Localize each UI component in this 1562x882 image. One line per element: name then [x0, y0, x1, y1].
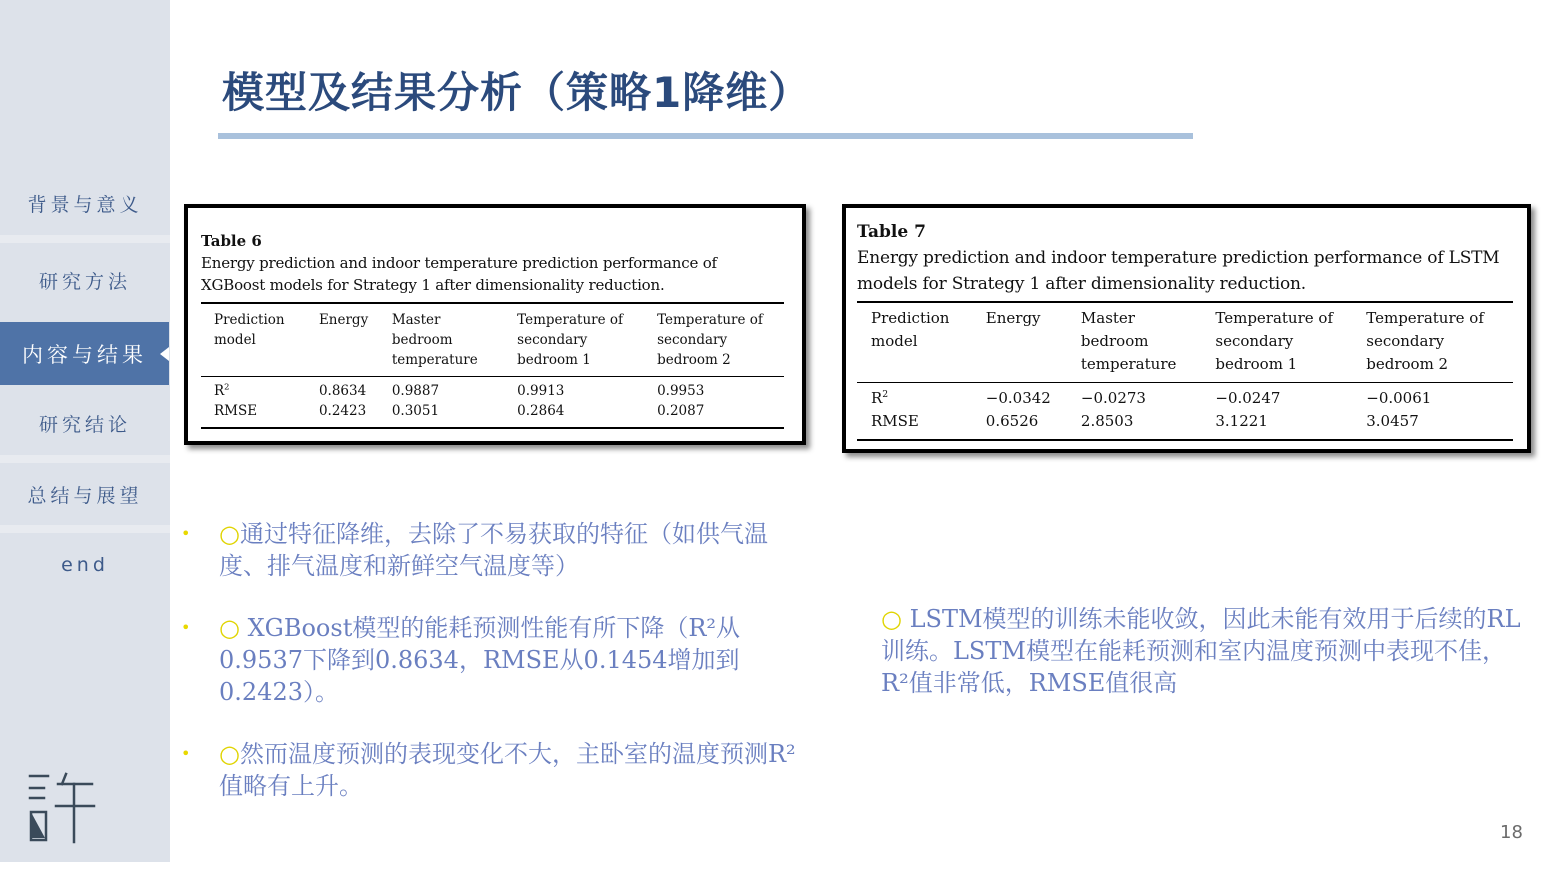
table6-label: Table 6 — [201, 232, 262, 250]
table-cell: RMSE — [214, 403, 258, 419]
bullet-lstm — [881, 603, 1521, 699]
table-cell: 0.9953 — [657, 383, 705, 399]
nav-label: 研究结论 — [38, 413, 131, 436]
nav-label: 内容与结果 — [22, 342, 147, 367]
table-cell: $R^2$ — [214, 381, 230, 399]
table-header: Temperature of secondary bedroom 2 — [657, 312, 763, 368]
nav-item-background[interactable] — [0, 171, 170, 235]
table-cell: 0.2087 — [657, 403, 705, 419]
table-cell: 3.0457 — [1366, 412, 1419, 430]
nav-label: 背景与意义 — [27, 193, 143, 216]
nav-label: 研究方法 — [38, 271, 131, 293]
nav-item-summary[interactable] — [0, 463, 170, 525]
table-header: Master bedroom temperature — [1080, 309, 1177, 373]
bullet-dot-icon: • — [181, 744, 191, 763]
nav-divider — [0, 235, 170, 243]
table-header: Temperature of secondary bedroom 1 — [517, 312, 624, 368]
sidebar — [0, 0, 170, 862]
table-row — [857, 383, 1513, 411]
table-header: Prediction model — [871, 309, 950, 350]
table-header: Prediction model — [214, 312, 285, 348]
circle-icon: ○ — [219, 740, 240, 768]
table-cell: 0.2423 — [318, 403, 367, 419]
table-row — [857, 410, 1513, 440]
active-caret-icon — [160, 347, 169, 361]
table-cell: −0.0342 — [985, 389, 1051, 407]
logo-icon — [26, 770, 96, 844]
table-header: Master bedroom temperature — [391, 312, 478, 368]
table-cell: RMSE — [871, 412, 919, 430]
bullet-temperature-prediction — [181, 738, 799, 802]
table-cell: −0.0247 — [1215, 389, 1281, 407]
bullet-dot-icon: • — [181, 618, 191, 637]
superscript: 2 — [882, 389, 889, 400]
superscript: 2 — [224, 381, 230, 392]
table-cell: 0.2864 — [517, 403, 565, 419]
table-header: Temperature of secondary bedroom 1 — [1215, 309, 1333, 373]
circle-icon: ○ — [881, 605, 902, 633]
bullet-xgboost-energy — [181, 612, 799, 708]
table7-caption: Energy prediction and indoor temperature prediction performance of LSTM models for Strategy 1 after dimensionality reduction. — [857, 248, 1500, 294]
bullet-text: 然而温度预测的表现变化不大，主卧室的温度预测R²值略有上升。 — [219, 740, 796, 800]
page-number: 18 — [1500, 822, 1523, 843]
circle-icon: ○ — [219, 614, 240, 642]
nav-item-methods[interactable] — [0, 243, 170, 318]
table7-label: Table 7 — [857, 222, 926, 242]
table-cell: 3.1221 — [1215, 412, 1268, 430]
table6-caption: Energy prediction and indoor temperature prediction performance of XGBoost models for Strategy 1 after dimensionality reduction. — [201, 254, 717, 294]
nav-divider — [0, 455, 170, 463]
table-cell: 0.9913 — [517, 383, 565, 399]
bullet-text: 通过特征降维，去除了不易获取的特征（如供气温度、排气温度和新鲜空气温度等） — [219, 520, 768, 580]
table-cell: 0.6526 — [985, 412, 1039, 430]
table-header: Energy — [985, 309, 1041, 327]
table7-figure — [842, 204, 1531, 453]
table7 — [857, 301, 1513, 441]
bullet-text: XGBoost模型的能耗预测性能有所下降（R²从0.9537下降到0.8634，RMSE从0.1454增加到0.2423）。 — [219, 614, 741, 706]
table-cell: −0.0273 — [1080, 389, 1146, 407]
nav-item-end[interactable] — [0, 533, 170, 597]
table-header: Energy — [318, 312, 369, 328]
table-row — [201, 377, 784, 402]
table-cell: 0.3051 — [391, 403, 440, 419]
table-cell: −0.0061 — [1366, 389, 1432, 407]
table-header: Temperature of secondary bedroom 2 — [1366, 309, 1484, 373]
bullet-dot-icon: • — [181, 524, 191, 543]
circle-icon: ○ — [219, 520, 240, 548]
nav-item-content-results[interactable] — [0, 322, 169, 385]
table6 — [201, 302, 784, 429]
title-underline — [218, 133, 1193, 139]
table-cell: 2.8503 — [1080, 412, 1134, 430]
bullet-feature-reduction — [181, 518, 799, 582]
table-row — [201, 401, 784, 428]
table-cell: 0.8634 — [318, 383, 367, 399]
nav-label: end — [61, 554, 109, 576]
table-cell: 0.9887 — [391, 383, 440, 399]
nav-label: 总结与展望 — [27, 484, 143, 507]
page-title: 模型及结果分析（策略1降维） — [222, 68, 812, 117]
nav-item-conclusions[interactable] — [0, 391, 170, 455]
table-header-row — [201, 303, 784, 377]
table-header-row — [857, 302, 1513, 383]
table-cell: $R^2$ — [871, 389, 889, 407]
nav-divider — [0, 525, 170, 533]
table6-figure — [184, 204, 806, 445]
bullet-text: LSTM模型的训练未能收敛，因此未能有效用于后续的RL训练。LSTM模型在能耗预测和室内温度预测中表现不佳，R²值非常低，RMSE值很高 — [881, 605, 1521, 697]
